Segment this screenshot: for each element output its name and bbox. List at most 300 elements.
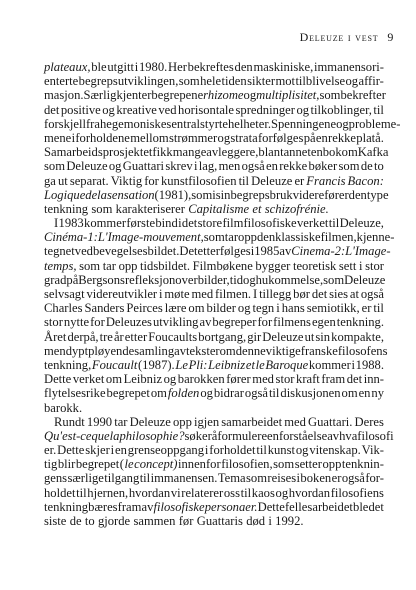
word: ved xyxy=(74,244,93,259)
word: som xyxy=(191,187,213,202)
text-line xyxy=(44,343,388,358)
body-text xyxy=(44,60,401,528)
word: også xyxy=(341,471,365,486)
word: bortgang, xyxy=(198,329,247,344)
word: Deleuzes xyxy=(105,315,152,330)
italic-word: Cinéma-1: xyxy=(44,230,98,245)
word: og xyxy=(275,485,289,500)
word: en xyxy=(358,386,371,401)
word: strata xyxy=(230,130,258,145)
word: semiotikk, xyxy=(306,301,360,316)
word: arbeidet xyxy=(312,499,353,514)
word: av xyxy=(199,315,212,330)
word: maskiniske, xyxy=(253,60,314,74)
word: felles xyxy=(284,499,313,514)
word: Samarbeidsprosjektet xyxy=(44,145,153,160)
word: helheter. xyxy=(227,116,271,131)
text-line xyxy=(44,202,384,216)
word: hjernen, xyxy=(87,485,129,500)
word: med xyxy=(191,287,214,301)
word: ble xyxy=(91,60,107,74)
word: bilder, xyxy=(197,272,230,287)
word: 1980. xyxy=(138,60,168,74)
word: hans xyxy=(281,301,305,316)
word: Deleuze xyxy=(129,414,171,429)
word: filmfilosofiske xyxy=(222,216,297,231)
word: om xyxy=(341,145,358,160)
text-line xyxy=(44,159,384,173)
text-line xyxy=(44,273,384,287)
word: om xyxy=(188,301,205,316)
word: om xyxy=(150,386,167,401)
word: og xyxy=(200,386,213,401)
text-line xyxy=(44,74,384,88)
italic-word: Cinema-2: xyxy=(291,244,346,259)
italic-word: schizofrénie. xyxy=(264,201,329,216)
word: tidsbildet. xyxy=(140,258,191,273)
word: av xyxy=(279,244,292,259)
word: og xyxy=(108,159,122,174)
word: utgitt xyxy=(107,60,134,74)
word: kommer xyxy=(84,216,127,231)
word: kaos xyxy=(251,485,275,500)
italic-word: multiplisitet, xyxy=(256,88,320,103)
word: og xyxy=(345,74,359,89)
word: som xyxy=(323,272,345,287)
italic-word: philosophie? xyxy=(119,428,185,443)
word: bok xyxy=(322,145,342,160)
word: bygger xyxy=(255,258,291,273)
italic-word: rhizome xyxy=(203,88,244,103)
word: som xyxy=(273,457,295,472)
text-line xyxy=(44,187,389,202)
word: kunst xyxy=(267,443,295,458)
word: til xyxy=(373,301,384,316)
word: sin xyxy=(215,187,231,202)
word: bind xyxy=(155,216,178,231)
word: den xyxy=(234,60,253,74)
word: bøker xyxy=(308,159,338,174)
word: tekster xyxy=(186,343,220,358)
word: tenkning xyxy=(44,499,89,514)
word: filosofiens xyxy=(330,485,384,500)
word: immanensori- xyxy=(314,60,384,74)
italic-word: la xyxy=(109,428,120,443)
word: (1987). xyxy=(137,357,175,372)
word: men xyxy=(44,343,66,358)
word: de xyxy=(360,159,373,174)
word: til xyxy=(139,471,151,486)
word: nytte xyxy=(63,315,90,330)
word: sin xyxy=(315,329,331,344)
word: probleme- xyxy=(348,116,401,131)
word: som xyxy=(178,74,200,89)
word: kommer xyxy=(308,357,351,372)
word: en xyxy=(266,159,278,174)
word: om xyxy=(341,386,358,401)
text-line xyxy=(44,116,401,131)
word: hegemoniske xyxy=(99,116,167,131)
text-line xyxy=(44,500,384,514)
italic-word: que xyxy=(91,428,110,443)
word: teoretisk xyxy=(292,258,337,273)
word: gens xyxy=(44,471,68,486)
word: av xyxy=(174,343,187,358)
word: skjer xyxy=(85,443,110,458)
text-line xyxy=(44,244,391,259)
word: tig xyxy=(44,457,58,472)
word: mange xyxy=(172,145,207,160)
italic-word: Qu'est-ce xyxy=(44,428,92,443)
word: franske xyxy=(300,343,338,358)
word: med xyxy=(252,372,274,387)
word: (1981), xyxy=(154,187,192,202)
word: samling xyxy=(134,343,175,358)
word: å xyxy=(211,428,218,443)
italic-word: Foucault xyxy=(91,357,138,372)
word: i xyxy=(296,471,301,486)
word: begrepet xyxy=(106,386,150,401)
text-line xyxy=(44,401,384,415)
text-line xyxy=(44,60,384,74)
word: sies xyxy=(329,287,348,301)
word: er. xyxy=(44,443,57,458)
word: blir xyxy=(57,457,76,472)
word: er xyxy=(361,301,372,316)
word: er xyxy=(294,173,305,188)
word: i xyxy=(134,60,139,74)
word: etterfølges xyxy=(197,244,251,259)
word: selvsagt xyxy=(44,287,85,301)
word: i xyxy=(178,216,182,231)
word: Leibniz xyxy=(123,372,163,387)
word: blant xyxy=(258,145,284,160)
word: I xyxy=(252,287,258,301)
word: kunstfilosofien xyxy=(160,173,237,188)
word: til xyxy=(268,386,280,401)
word: refleksjon xyxy=(124,272,176,287)
word: viktige xyxy=(265,343,301,358)
word: en xyxy=(267,428,279,443)
word: til xyxy=(256,443,267,458)
word: to xyxy=(84,514,95,528)
word: og xyxy=(217,130,231,145)
word: til xyxy=(373,102,384,117)
word: spredninger xyxy=(235,102,295,117)
word: derpå, xyxy=(67,329,99,344)
word: en xyxy=(115,443,127,458)
word: filosofi xyxy=(357,428,394,443)
word: tiden xyxy=(221,74,247,89)
paragraph xyxy=(44,60,401,216)
word: filosofens xyxy=(337,343,388,358)
text-line xyxy=(44,330,384,344)
word: kreative xyxy=(116,102,157,117)
italic-word: plateaux, xyxy=(44,60,91,74)
word: møte xyxy=(164,287,190,301)
word: i xyxy=(250,244,255,259)
word: tenkning. xyxy=(336,315,384,330)
word: sikter xyxy=(247,74,276,89)
word: er xyxy=(331,471,342,486)
word: karakteriserer xyxy=(115,201,185,216)
word: kjent xyxy=(116,88,142,103)
word: Tema xyxy=(217,471,246,486)
word: men xyxy=(218,159,241,174)
word: i xyxy=(159,287,163,301)
text-line xyxy=(44,315,384,329)
word: Det xyxy=(179,244,198,259)
word: Her xyxy=(168,60,187,74)
word: tar xyxy=(102,258,116,273)
word: fram xyxy=(117,499,142,514)
word: horisontale xyxy=(178,102,235,117)
word: reises xyxy=(267,471,297,486)
word: mot xyxy=(275,74,296,89)
text-line xyxy=(44,131,384,145)
word: Dette xyxy=(57,443,85,458)
word: som xyxy=(246,471,268,486)
word: bevegelsesbildet. xyxy=(92,244,180,259)
word: for- xyxy=(365,471,384,486)
word: bekrefter xyxy=(340,88,386,103)
text-line xyxy=(44,372,384,386)
word: ny xyxy=(371,386,384,401)
italic-word: de xyxy=(85,187,98,202)
italic-word: Francis xyxy=(306,173,346,188)
word: til xyxy=(328,216,340,231)
word: kraft xyxy=(296,372,320,387)
word: rekke xyxy=(328,130,357,145)
italic-word: concept) xyxy=(134,457,178,472)
word: sentralstyrte xyxy=(166,116,228,131)
word: Charles xyxy=(44,301,83,316)
text-line xyxy=(44,457,384,471)
text-line xyxy=(44,230,395,245)
word: 1983 xyxy=(58,216,84,231)
paragraph xyxy=(44,216,395,415)
word: på xyxy=(303,130,316,145)
word: den xyxy=(348,187,367,202)
word: en xyxy=(315,130,328,145)
word: av xyxy=(327,428,340,443)
word: begrepsbruk xyxy=(230,187,293,202)
text-line xyxy=(44,216,384,230)
word: ut xyxy=(304,329,315,344)
word: og xyxy=(102,102,115,117)
word: igjen xyxy=(193,414,220,429)
word: den xyxy=(256,230,276,245)
word: Kafka xyxy=(357,145,389,160)
word: 1988. xyxy=(355,357,384,372)
word: det xyxy=(44,102,60,117)
word: ble xyxy=(353,499,369,514)
italic-word: le xyxy=(124,457,134,472)
text-line xyxy=(44,386,384,400)
text-line xyxy=(44,287,384,301)
word: kjenne- xyxy=(356,230,395,245)
word: og xyxy=(336,116,349,131)
word: i xyxy=(204,443,209,458)
word: separat. xyxy=(69,173,109,188)
italic-word: personaer. xyxy=(204,499,258,514)
word: dyptpløyende xyxy=(65,343,135,358)
italic-word: Pli: xyxy=(188,357,208,372)
word: og xyxy=(237,301,251,316)
italic-word: Le xyxy=(175,357,188,372)
word: kompakte, xyxy=(331,329,384,344)
word: som xyxy=(91,201,113,216)
word: diskusjonen xyxy=(280,386,341,401)
word: vitenskap. xyxy=(309,443,361,458)
word: også xyxy=(360,287,384,301)
word: filosofien, xyxy=(221,457,273,472)
word: forfølges xyxy=(257,130,304,145)
word: Deleuze xyxy=(262,329,304,344)
word: boken xyxy=(300,471,332,486)
text-line xyxy=(44,301,384,315)
word: tar xyxy=(224,230,239,245)
word: annet xyxy=(283,145,311,160)
word: fører xyxy=(226,372,251,387)
word: holdet xyxy=(44,485,76,500)
word: opp xyxy=(172,414,192,429)
word: hvordan xyxy=(128,485,171,500)
word: immanensen. xyxy=(150,471,218,486)
word: Viktig xyxy=(110,173,143,188)
word: lag, xyxy=(198,159,218,174)
word: filmen. xyxy=(215,287,252,301)
word: videreutvikler xyxy=(86,287,158,301)
word: en xyxy=(310,145,323,160)
italic-word: L'Image-mouvement, xyxy=(97,230,204,245)
word: tre xyxy=(99,329,113,344)
word: i xyxy=(212,187,216,202)
word: relaterer xyxy=(181,485,224,500)
word: om xyxy=(219,343,236,358)
word: barokken xyxy=(177,372,225,387)
text-line xyxy=(44,174,384,188)
word: grad xyxy=(44,272,67,287)
word: Bergsons xyxy=(78,272,125,287)
italic-word: Bacon: xyxy=(347,173,384,188)
word: i xyxy=(351,357,355,372)
word: ( xyxy=(119,457,124,472)
word: begrepene xyxy=(151,88,204,103)
word: Peirces xyxy=(126,301,163,316)
word: affir- xyxy=(358,74,384,89)
word: hukommelse, xyxy=(255,272,324,287)
word: mene xyxy=(44,130,72,145)
word: opp xyxy=(118,258,138,273)
italic-word: Capitalisme xyxy=(188,201,250,216)
text-line xyxy=(44,471,384,485)
italic-word: temps, xyxy=(44,258,77,273)
word: I xyxy=(54,216,59,231)
word: begrepet xyxy=(75,457,120,472)
word: siste xyxy=(44,514,67,528)
word: verket xyxy=(296,216,329,231)
italic-word: Baroque xyxy=(265,357,309,372)
word: også xyxy=(241,159,265,174)
word: flytelsesrike xyxy=(44,386,106,401)
word: som xyxy=(79,258,101,273)
word: type xyxy=(366,187,389,202)
word: stor xyxy=(275,372,295,387)
word: Deres xyxy=(354,414,384,429)
word: Spenningene xyxy=(271,116,337,131)
italic-word: filosofiske xyxy=(153,499,205,514)
word: positive xyxy=(60,102,101,117)
word: av xyxy=(141,499,154,514)
word: formulere xyxy=(217,428,268,443)
word: fikk xyxy=(152,145,173,160)
word: hele xyxy=(200,74,222,89)
word: Deleuze xyxy=(344,272,386,287)
word: gjorde xyxy=(97,514,131,528)
word: viderefører xyxy=(292,187,349,202)
word: Filmbøkene xyxy=(192,258,253,273)
word: som xyxy=(44,159,65,174)
word: forståelse xyxy=(278,428,328,443)
word: verket xyxy=(72,372,105,387)
word: Guattari xyxy=(122,159,165,174)
word: tid xyxy=(229,272,244,287)
word: tilgang xyxy=(104,471,140,486)
italic-word: folden xyxy=(167,386,200,401)
word: for xyxy=(90,315,105,330)
word: tenkning xyxy=(44,201,89,216)
word: setter xyxy=(294,457,322,472)
running-title: Deleuze i vest xyxy=(299,30,379,44)
word: at xyxy=(349,287,359,301)
word: Deleuze, xyxy=(339,216,384,231)
word: i xyxy=(358,258,363,273)
word: det xyxy=(181,216,198,231)
word: Deleuze xyxy=(66,159,108,174)
word: i xyxy=(276,301,280,316)
word: 1990 xyxy=(86,414,113,429)
word: 1985 xyxy=(254,244,280,259)
word: de xyxy=(69,514,82,528)
text-line xyxy=(44,358,384,372)
italic-word: et xyxy=(245,357,255,372)
word: platå. xyxy=(356,130,384,145)
text-line xyxy=(44,428,394,443)
word: filmen, xyxy=(320,230,357,245)
word: avleggere, xyxy=(206,145,259,160)
word: inn- xyxy=(363,372,384,387)
word: særlige xyxy=(67,471,104,486)
word: fra xyxy=(85,116,100,131)
word: i xyxy=(193,159,198,174)
word: Foucaults xyxy=(148,329,198,344)
word: tar xyxy=(114,414,128,429)
word: bidrar xyxy=(213,386,244,401)
word: tenknin- xyxy=(341,457,384,472)
word: Vik- xyxy=(361,443,384,458)
text-line xyxy=(44,259,384,273)
word: er xyxy=(141,88,152,103)
word: død xyxy=(246,514,266,528)
word: Sanders xyxy=(84,301,125,316)
word: opp xyxy=(322,457,342,472)
word: to xyxy=(374,159,384,174)
word: om xyxy=(105,372,122,387)
word: samarbeidet xyxy=(221,414,283,429)
word: i xyxy=(268,514,272,528)
word: på xyxy=(66,272,79,287)
